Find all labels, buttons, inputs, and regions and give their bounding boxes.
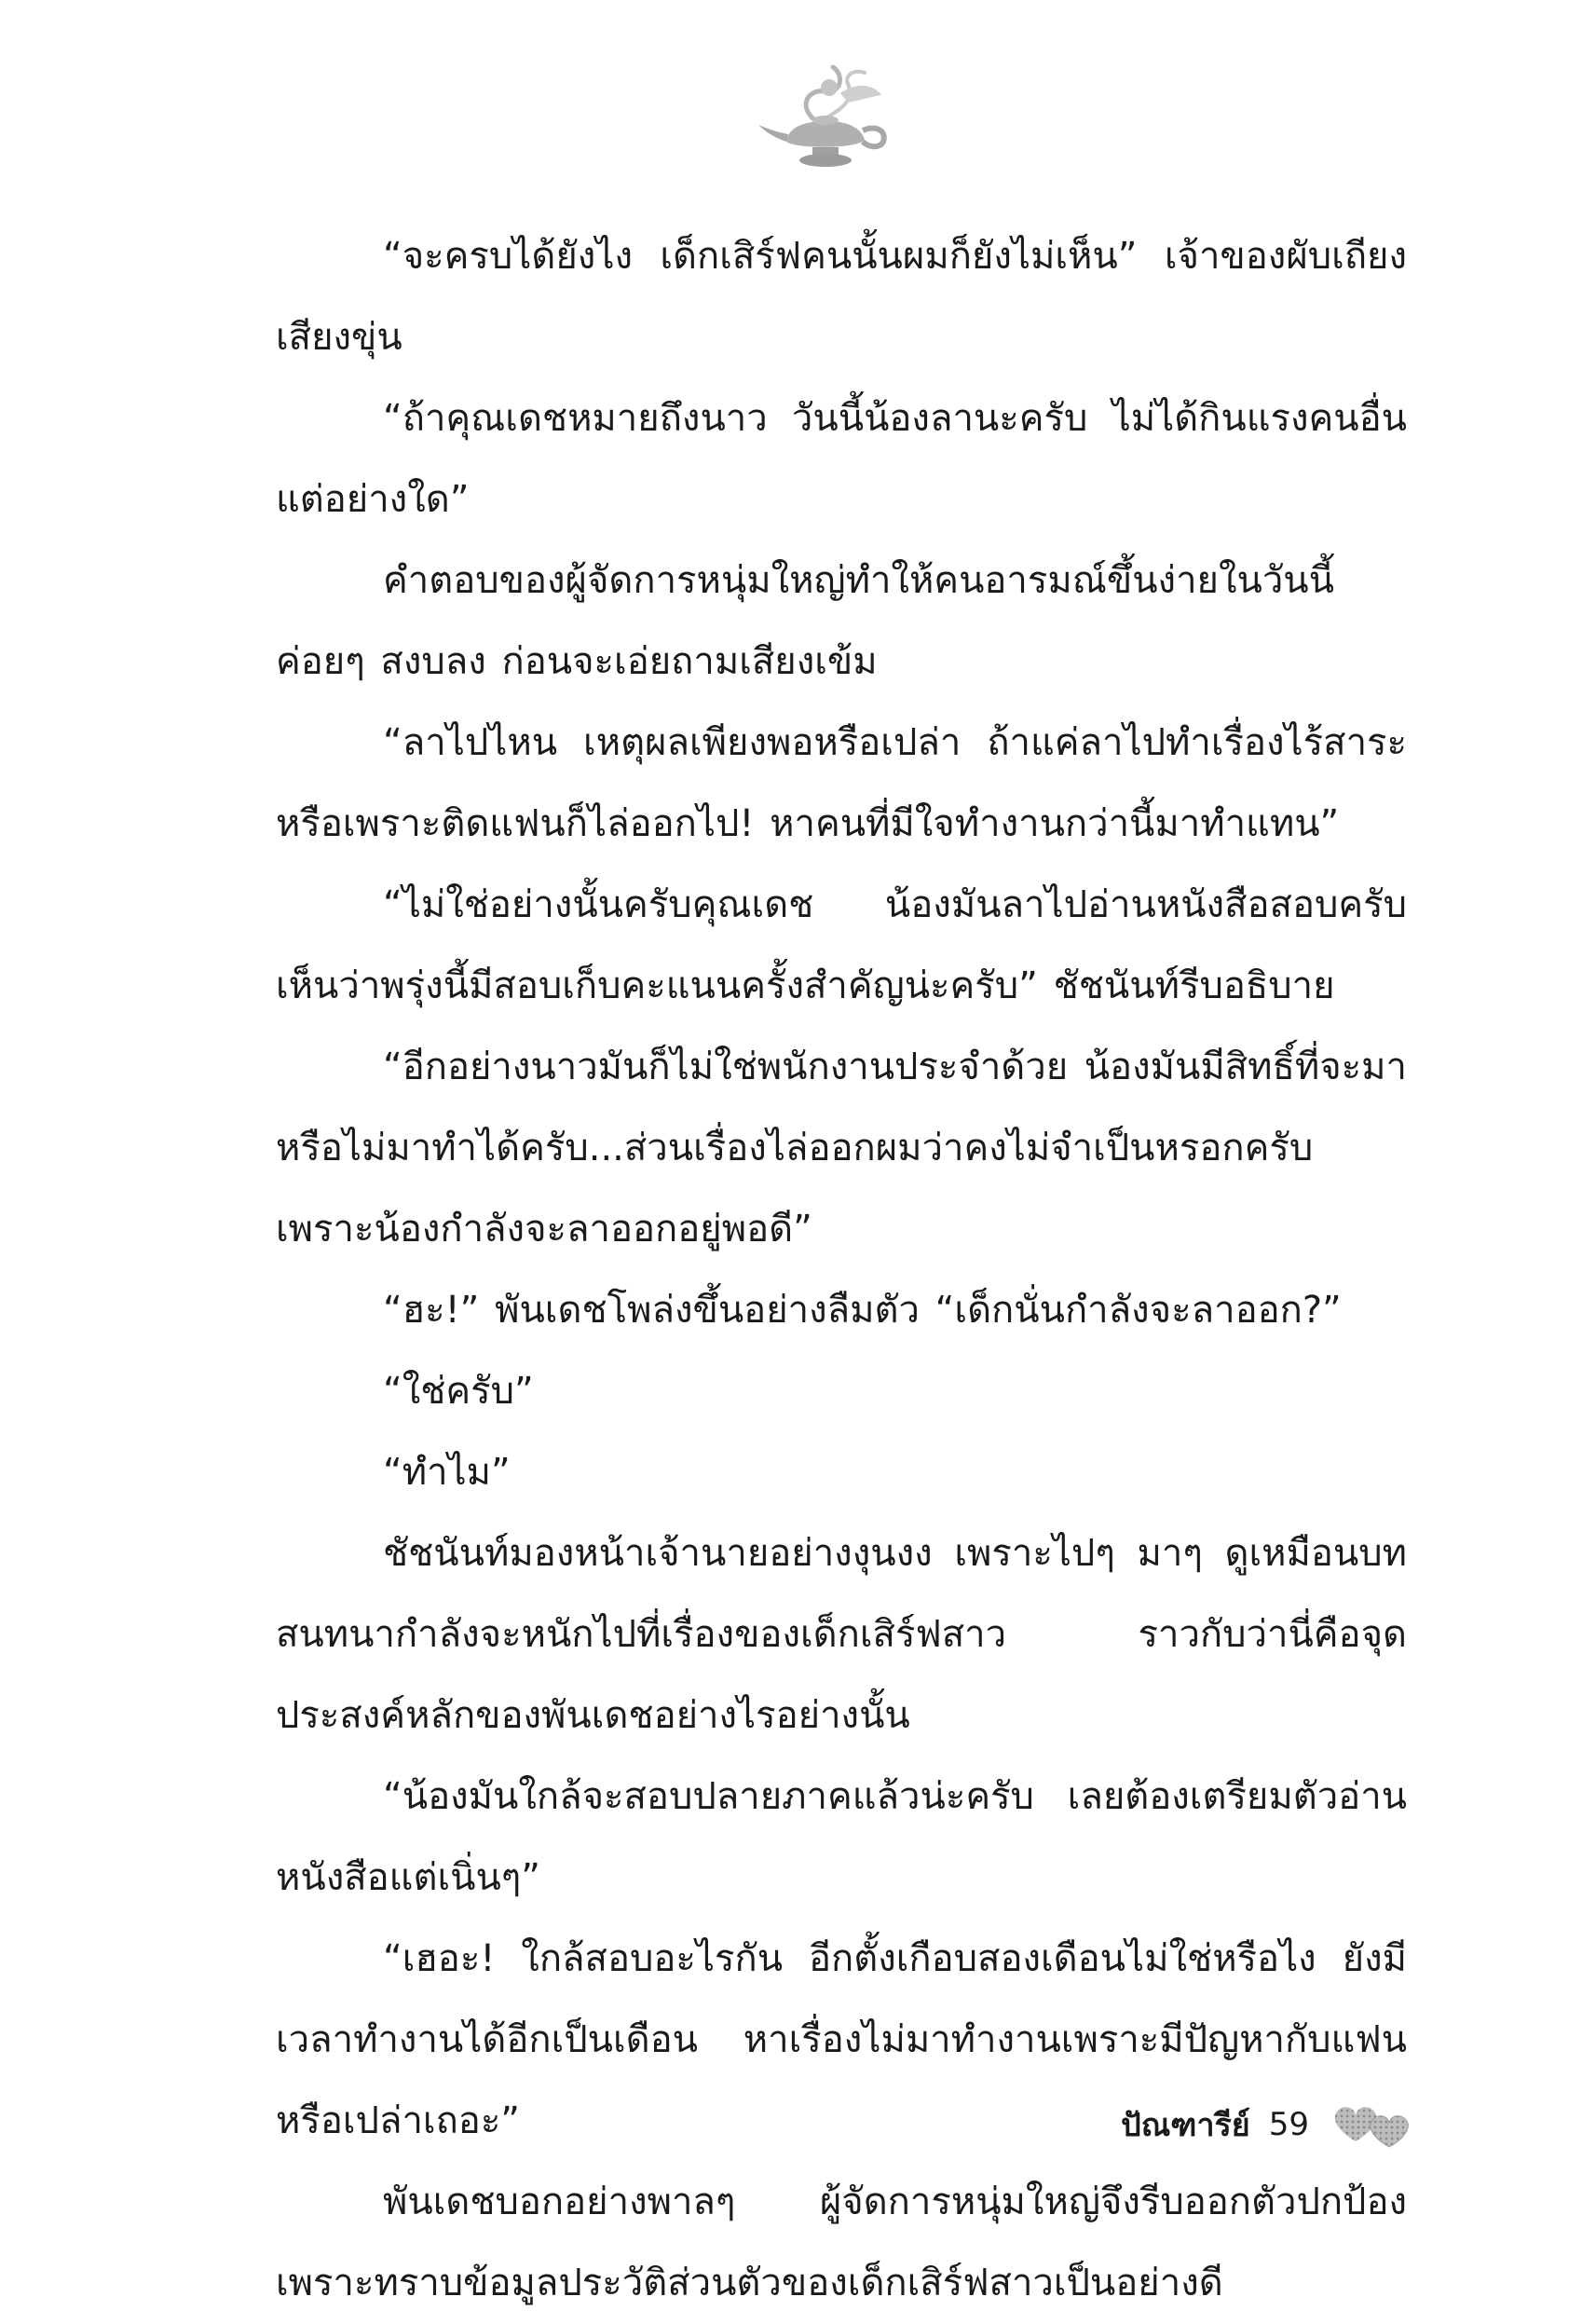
author-name: ปัณฑารีย์ [1121, 2107, 1250, 2144]
paragraph: “ลาไปไหน เหตุผลเพียงพอหรือเปล่า ถ้าแค่ลาไปทำเรื่องไร้สาระหรือเพราะติดแฟนก็ไล่ออกไป! หาคนที่มีใจทำงานกว่านี้มาทำแทน” [276, 721, 1407, 845]
paragraph: “ไม่ใช่อย่างนั้นครับคุณเดช น้องมันลาไปอ่านหนังสือสอบครับ เห็นว่าพรุ่งนี้มีสอบเก็บคะแนนครั้งสำคัญน่ะครับ” ชัชนันท์รีบอธิบาย [276, 883, 1407, 1007]
page-number: 59 [1268, 2106, 1309, 2143]
paragraph: “ถ้าคุณเดชหมายถึงนาว วันนี้น้องลานะครับ ไม่ได้กินแรงคนอื่นแต่อย่างใด” [276, 397, 1407, 521]
paragraph: “เฮอะ! ใกล้สอบอะไรกัน อีกตั้งเกือบสองเดือนไม่ใช่หรือไง ยังมีเวลาทำงานได้อีกเป็นเดือน หาเรื่องไม่มาทำงานเพราะมีปัญหากับแฟนหรือเปล่าเถอะ” [276, 1937, 1407, 2142]
paragraph: “อีกอย่างนาวมันก็ไม่ใช่พนักงานประจำด้วย น้องมันมีสิทธิ์ที่จะมาหรือไม่มาทำได้ครับ...ส่วนเรื่องไล่ออกผมว่าคงไม่จำเป็นหรอกครับ เพราะน้องกำลังจะลาออกอยู่พอดี” [276, 1046, 1407, 1251]
paragraph: คำตอบของผู้จัดการหนุ่มใหญ่ทำให้คนอารมณ์ขึ้นง่ายในวันนี้ค่อยๆ สงบลง ก่อนจะเอ่ยถามเสียงเข้ม [276, 559, 1334, 683]
paragraph: “จะครบได้ยังไง เด็กเสิร์ฟคนนั้นผมก็ยังไม่เห็น” เจ้าของผับเถียงเสียงขุ่น [276, 235, 1407, 359]
paragraph: “ฮะ!” พันเดชโพล่งขึ้นอย่างลืมตัว “เด็กนั่นกำลังจะลาออก?” [383, 1289, 1342, 1332]
page-footer [1121, 2092, 1417, 2157]
paragraph: “ใช่ครับ” [383, 1370, 534, 1413]
paragraph: “น้องมันใกล้จะสอบปลายภาคแล้วน่ะครับ เลยต้องเตรียมตัวอ่านหนังสือแต่เนิ่นๆ” [276, 1775, 1407, 1899]
paragraph: พันเดชบอกอย่างพาลๆ ผู้จัดการหนุ่มใหญ่จึงรีบออกตัวปกป้องเพราะทราบข้อมูลประวัติส่วนตัวของเด็กเสิร์ฟสาวเป็นอย่างดี [276, 2180, 1407, 2304]
body-text [276, 216, 1407, 2324]
hearts-icon [1328, 2097, 1417, 2153]
paragraph: ชัชนันท์มองหน้าเจ้านายอย่างงุนงง เพราะไปๆ มาๆ ดูเหมือนบทสนทนากำลังจะหนักไปที่เรื่องของเด็กเสิร์ฟสาว ราวกับว่านี่คือจุดประสงค์หลักของพันเดชอย่างไรอย่างนั้น [276, 1532, 1407, 1737]
paragraph: “ทำไม” [383, 1451, 511, 1494]
genie-lamp-icon [751, 56, 900, 177]
